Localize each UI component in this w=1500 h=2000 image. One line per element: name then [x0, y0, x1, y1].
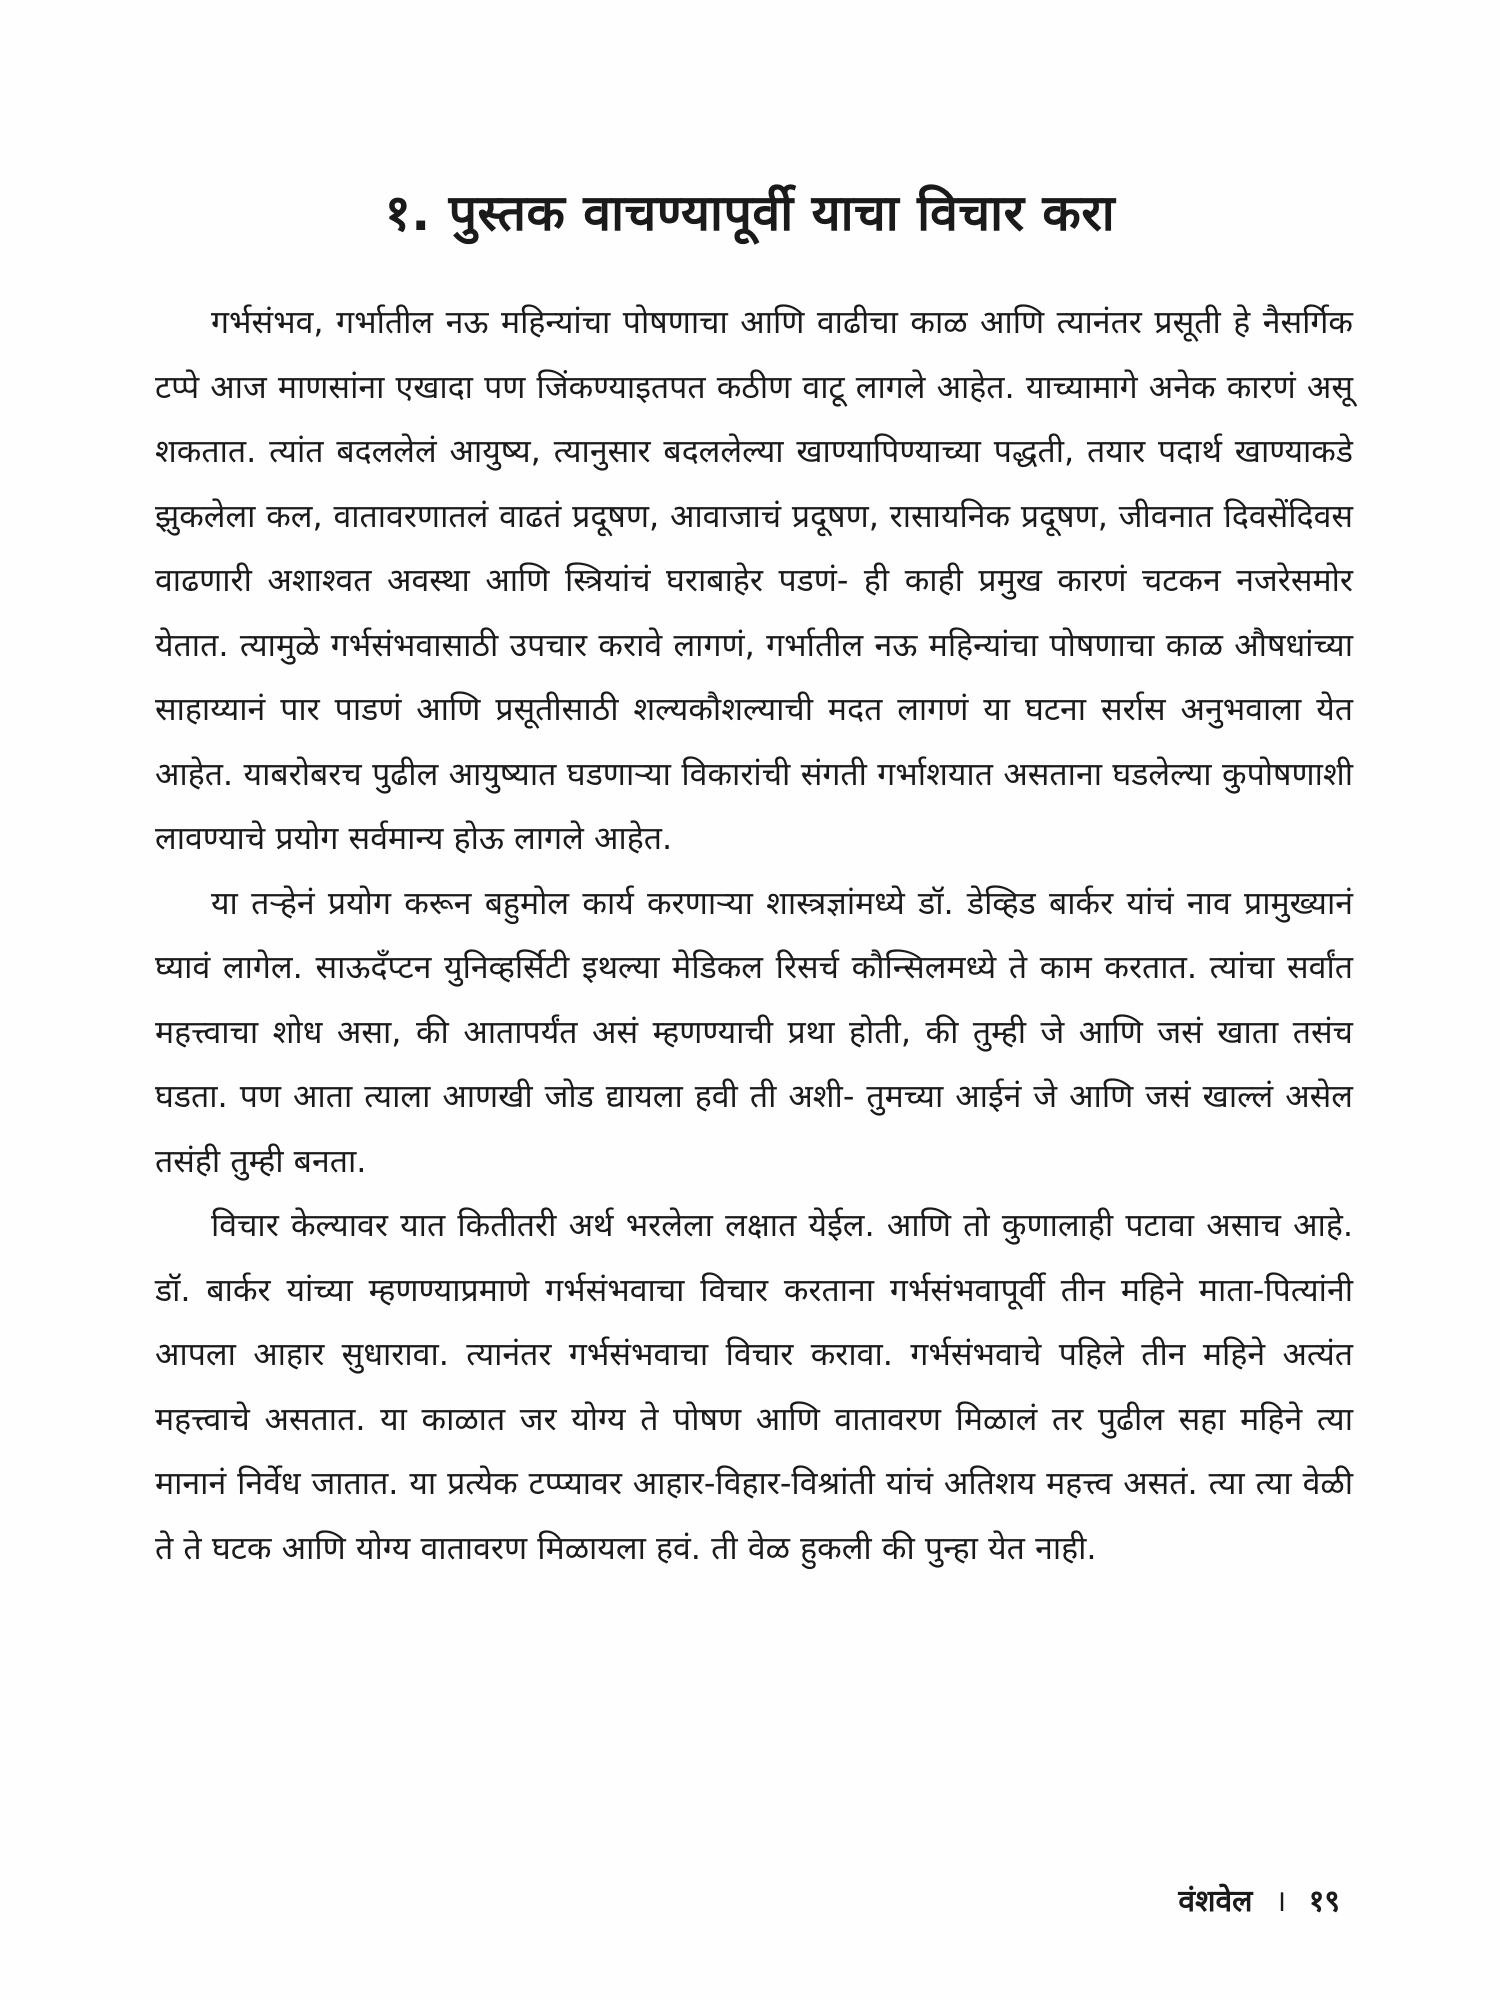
- paragraph-1: गर्भसंभव, गर्भातील नऊ महिन्यांचा पोषणाचा आणि वाढीचा काळ आणि त्यानंतर प्रसूती हे नैसर्गिक टप्पे आज माणसांना एखादा पण जिंकण्याइतपत कठीण वाटू लागले आहेत. याच्यामागे अनेक कारणं असू शकतात. त्यांत बदललेलं आयुष्य, त्यानुसार बदललेल्या खाण्यापिण्याच्या पद्धती, तयार पदार्थ खाण्याकडे झुकलेला कल, वातावरणातलं वाढतं प्रदूषण, आवाजाचं प्रदूषण, रासायनिक प्रदूषण, जीवनात दिवसेंदिवस वाढणारी अशाश्वत अवस्था आणि स्त्रियांचं घराबाहेर पडणं- ही काही प्रमुख कारणं चटकन नजरेसमोर येतात. त्यामुळे गर्भसंभवासाठी उपचार करावे लागणं, गर्भातील नऊ महिन्यांचा पोषणाचा काळ औषधांच्या साहाय्यानं पार पाडणं आणि प्रसूतीसाठी शल्यकौशल्याची मदत लागणं या घटना सर्रास अनुभवाला येत आहेत. याबरोबरच पुढील आयुष्यात घडणाऱ्या विकारांची संगती गर्भाशयात असताना घडलेल्या कुपोषणाशी लावण्याचे प्रयोग सर्वमान्य होऊ लागले आहेत.: [155, 303, 1353, 857]
- footer-separator: ।: [1274, 1884, 1287, 1919]
- page-footer: [1178, 1880, 1340, 1924]
- chapter-title: १. पुस्तक वाचण्यापूर्वी याचा विचार करा: [384, 184, 1116, 242]
- running-book-title: वंशवेल: [1178, 1884, 1253, 1919]
- body-text: [155, 290, 1353, 1580]
- page-number: १९: [1308, 1884, 1340, 1919]
- paragraph-2: या तऱ्हेनं प्रयोग करून बहुमोल कार्य करणाऱ्या शास्त्रज्ञांमध्ये डॉ. डेव्हिड बार्कर यांचं नाव प्रामुख्यानं घ्यावं लागेल. साऊदँप्टन युनिव्हर्सिटी इथल्या मेडिकल रिसर्च कौन्सिलमध्ये ते काम करतात. त्यांचा सर्वांत महत्त्वाचा शोध असा, की आतापर्यंत असं म्हणण्याची प्रथा होती, की तुम्ही जे आणि जसं खाता तसंच घडता. पण आता त्याला आणखी जोड द्यायला हवी ती अशी- तुमच्या आईनं जे आणि जसं खाल्लं असेल तसंही तुम्ही बनता.: [155, 883, 1353, 1180]
- paragraph-3: विचार केल्यावर यात कितीतरी अर्थ भरलेला लक्षात येईल. आणि तो कुणालाही पटावा असाच आहे. डॉ. बार्कर यांच्या म्हणण्याप्रमाणे गर्भसंभवाचा विचार करताना गर्भसंभवापूर्वी तीन महिने माता-पित्यांनी आपला आहार सुधारावा. त्यानंतर गर्भसंभवाचा विचार करावा. गर्भसंभवाचे पहिले तीन महिने अत्यंत महत्त्वाचे असतात. या काळात जर योग्य ते पोषण आणि वातावरण मिळालं तर पुढील सहा महिने त्या मानानं निर्वेध जातात. या प्रत्येक टप्प्यावर आहार-विहार-विश्रांती यांचं अतिशय महत्त्व असतं. त्या त्या वेळी ते ते घटक आणि योग्य वातावरण मिळायला हवं. ती वेळ हुकली की पुन्हा येत नाही.: [155, 1206, 1353, 1567]
